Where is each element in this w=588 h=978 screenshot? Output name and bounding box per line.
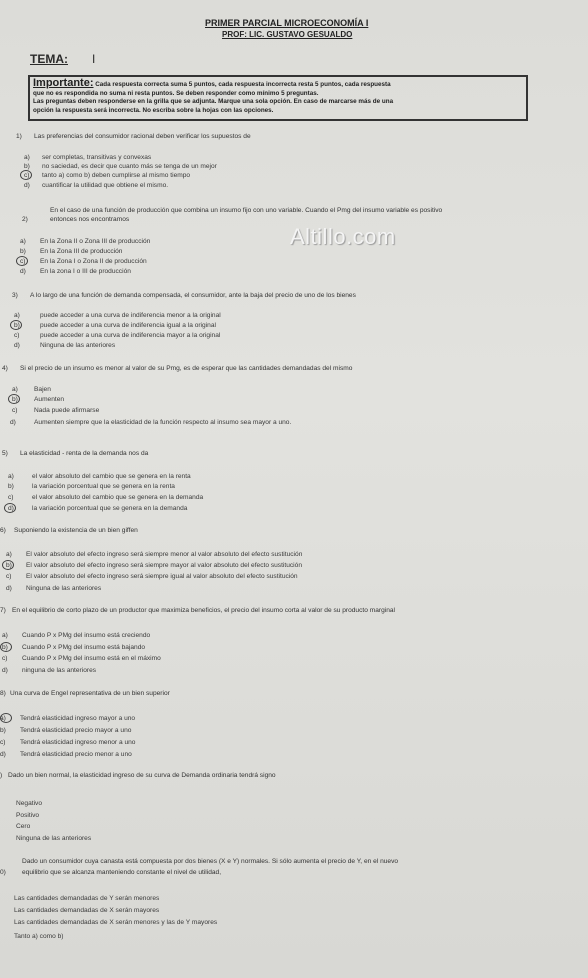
option-letter: c) [0, 739, 6, 746]
professor-name: PROF: LIC. GUSTAVO GESUALDO [222, 30, 353, 39]
question-text: Una curva de Engel representativa de un bien superior [10, 690, 170, 697]
question-text: Dado un consumidor cuya canasta está compuesta por dos bienes (X e Y) normales. Si sólo aumenta el precio de Y, en el nuevo [22, 858, 399, 865]
question-number: 4) [2, 365, 8, 372]
option-letter: a) [6, 551, 12, 558]
question-text-continued: entonces nos encontramos [50, 216, 130, 223]
handwritten-answer-circle [2, 560, 14, 570]
important-line-4: opción la respuesta será incorrecta. No escriba sobre la hojas con las opciones. [33, 106, 274, 114]
option-text: En la Zona II o Zona III de producción [40, 238, 151, 245]
option-letter: c) [2, 655, 8, 662]
handwritten-answer-circle [0, 713, 12, 723]
important-line-3: Las preguntas deben responderse en la grilla que se adjunta. Marque una sola opción. En caso de marcarse más de una [33, 98, 394, 106]
option-text: Las cantidades demandadas de X serán menores y las de Y mayores [14, 919, 218, 926]
option-letter: a) [24, 154, 30, 161]
option-letter: a) [2, 632, 8, 639]
question-number: 7) [0, 607, 6, 614]
option-text: En la Zona I o Zona II de producción [40, 258, 147, 265]
option-letter: b) [0, 727, 6, 734]
question-text: En el equilibrio de corto plazo de un productor que maximiza beneficios, el precio del insumo corta al valor de su producto marginal [12, 607, 396, 614]
option-text: el valor absoluto del cambio que se genera en la renta [32, 473, 191, 480]
option-text: Cuando P x PMg del insumo está creciendo [22, 632, 151, 639]
option-text: Tendrá elasticidad precio menor a uno [20, 751, 132, 758]
option-text: Negativo [16, 800, 43, 807]
option-text: Aumenten siempre que la elasticidad de la función respecto al insumo sea mayor a uno. [34, 419, 292, 426]
question-number: ) [0, 772, 3, 779]
option-text: no saciedad, es decir que cuanto más se tenga de un mejor [42, 163, 217, 170]
option-letter: a) [20, 238, 26, 245]
option-letter: d) [6, 585, 12, 592]
question-text: En el caso de una función de producción que combina un insumo fijo con uno variable. Cuando el Pmg del insumo variable es positivo [50, 207, 443, 214]
option-letter: b) [24, 163, 30, 170]
option-letter: b) [2, 644, 8, 651]
question-text: Suponiendo la existencia de un bien giffen [14, 527, 138, 534]
option-text: Ninguna de las anteriores [16, 835, 92, 842]
handwritten-answer-circle [4, 503, 16, 513]
option-letter: b) [8, 483, 14, 490]
option-text: Tanto a) como b) [14, 933, 64, 940]
option-text: Positivo [16, 812, 40, 819]
option-text: En la Zona III de producción [40, 248, 123, 255]
option-letter: a) [12, 386, 18, 393]
tema-value: I [92, 52, 96, 66]
question-text: Las preferencias del consumidor racional deben verificar los supuestos de [34, 133, 251, 140]
option-letter: d) [20, 268, 26, 275]
question-number: 2) [22, 216, 28, 223]
option-letter: b) [12, 396, 18, 403]
option-text: la variación porcentual que se genera en la demanda [32, 505, 188, 512]
exam-title: PRIMER PARCIAL MICROECONOMÍA I [205, 18, 369, 28]
option-letter: c) [8, 494, 14, 501]
question-number: 6) [0, 527, 6, 534]
question-number: 8) [0, 690, 6, 697]
option-letter: d) [14, 342, 20, 349]
option-letter: d) [24, 182, 30, 189]
option-text: Las cantidades demandadas de X serán mayores [14, 907, 160, 914]
option-text: la variación porcentual que se genera en la renta [32, 483, 175, 490]
option-text: Ninguna de las anteriores [26, 585, 102, 592]
question-text: La elasticidad - renta de la demanda nos da [20, 450, 149, 457]
question-number: 0) [0, 869, 6, 876]
option-letter: c) [14, 332, 20, 339]
option-text: puede acceder a una curva de indiferencia menor a la original [40, 312, 221, 319]
option-letter: d) [8, 505, 14, 512]
option-text: puede acceder a una curva de indiferencia mayor a la original [40, 332, 221, 339]
question-number: 1) [16, 133, 22, 140]
option-letter: b) [6, 562, 12, 569]
question-text: Si el precio de un insumo es menor al valor de su Pmg, es de esperar que las cantidades demandadas del mismo [20, 365, 353, 372]
important-notice [28, 75, 528, 121]
option-text: puede acceder a una curva de indiferencia igual a la original [40, 322, 216, 329]
option-letter: d) [0, 751, 6, 758]
option-text: Tendrá elasticidad ingreso mayor a uno [20, 715, 136, 722]
option-text: el valor absoluto del cambio que se genera en la demanda [32, 494, 204, 501]
option-letter: c) [20, 258, 26, 265]
option-letter: a) [0, 715, 6, 722]
watermark-text: Altillo.com [290, 224, 396, 249]
option-text: En la zona I o III de producción [40, 268, 131, 275]
option-text: El valor absoluto del efecto ingreso será siempre menor al valor absoluto del efecto sustitución [26, 551, 303, 558]
option-text: Tendrá elasticidad precio mayor a uno [20, 727, 132, 734]
option-letter: b) [14, 322, 20, 329]
option-letter: a) [8, 473, 14, 480]
option-text: Aumenten [34, 396, 65, 403]
option-text: ser completas, transitivas y convexas [42, 154, 152, 161]
option-text: El valor absoluto del efecto ingreso será siempre mayor al valor absoluto del efecto sustitución [26, 562, 302, 569]
important-line-1: Cada respuesta correcta suma 5 puntos, cada respuesta incorrecta resta 5 puntos, cada respuesta [95, 81, 391, 88]
option-letter: c) [24, 172, 30, 179]
option-letter: b) [20, 248, 26, 255]
important-keyword: Importante: [33, 77, 94, 89]
handwritten-answer-circle [0, 642, 12, 652]
question-text: A lo largo de una función de demanda compensada, el consumidor, ante la baja del precio de uno de los bienes [30, 292, 356, 299]
option-text: Las cantidades demandadas de Y serán menores [14, 895, 160, 902]
option-text: Bajen [34, 386, 51, 393]
option-letter: d) [10, 419, 16, 426]
handwritten-answer-circle [8, 394, 20, 404]
question-number: 5) [2, 450, 8, 457]
option-text: tanto a) como b) deben cumplirse al mismo tiempo [42, 172, 191, 179]
option-letter: c) [6, 573, 12, 580]
tema-label: TEMA: [30, 52, 68, 66]
option-text: Cuando P x PMg del insumo está en el máximo [22, 655, 161, 662]
handwritten-answer-circle [16, 256, 28, 266]
handwritten-answer-circle [10, 320, 22, 330]
option-text: ninguna de las anteriores [22, 667, 97, 674]
question-text: Dado un bien normal, la elasticidad ingreso de su curva de Demanda ordinaria tendrá signo [8, 772, 276, 779]
option-text: Cero [16, 823, 31, 830]
question-text-continued: equilibrio que se alcanza manteniendo constante el nivel de utilidad, [22, 869, 222, 876]
important-line-2: que no es respondida no suma ni resta puntos. Se deben responder como mínimo 5 preguntas. [33, 89, 319, 97]
option-text: cuantificar la utilidad que obtiene el mismo. [42, 182, 169, 189]
question-number: 3) [12, 292, 18, 299]
option-text: Ninguna de las anteriores [40, 342, 116, 349]
handwritten-answer-circle [20, 170, 32, 180]
option-text: Cuando P x PMg del insumo está bajando [22, 644, 146, 651]
option-letter: d) [2, 667, 8, 674]
option-letter: a) [14, 312, 20, 319]
option-text: Tendrá elasticidad ingreso menor a uno [20, 739, 136, 746]
option-letter: c) [12, 407, 18, 414]
option-text: Nada puede afirmarse [34, 407, 100, 414]
option-text: El valor absoluto del efecto ingreso será siempre igual al valor absoluto del efecto sustitución [26, 573, 298, 580]
